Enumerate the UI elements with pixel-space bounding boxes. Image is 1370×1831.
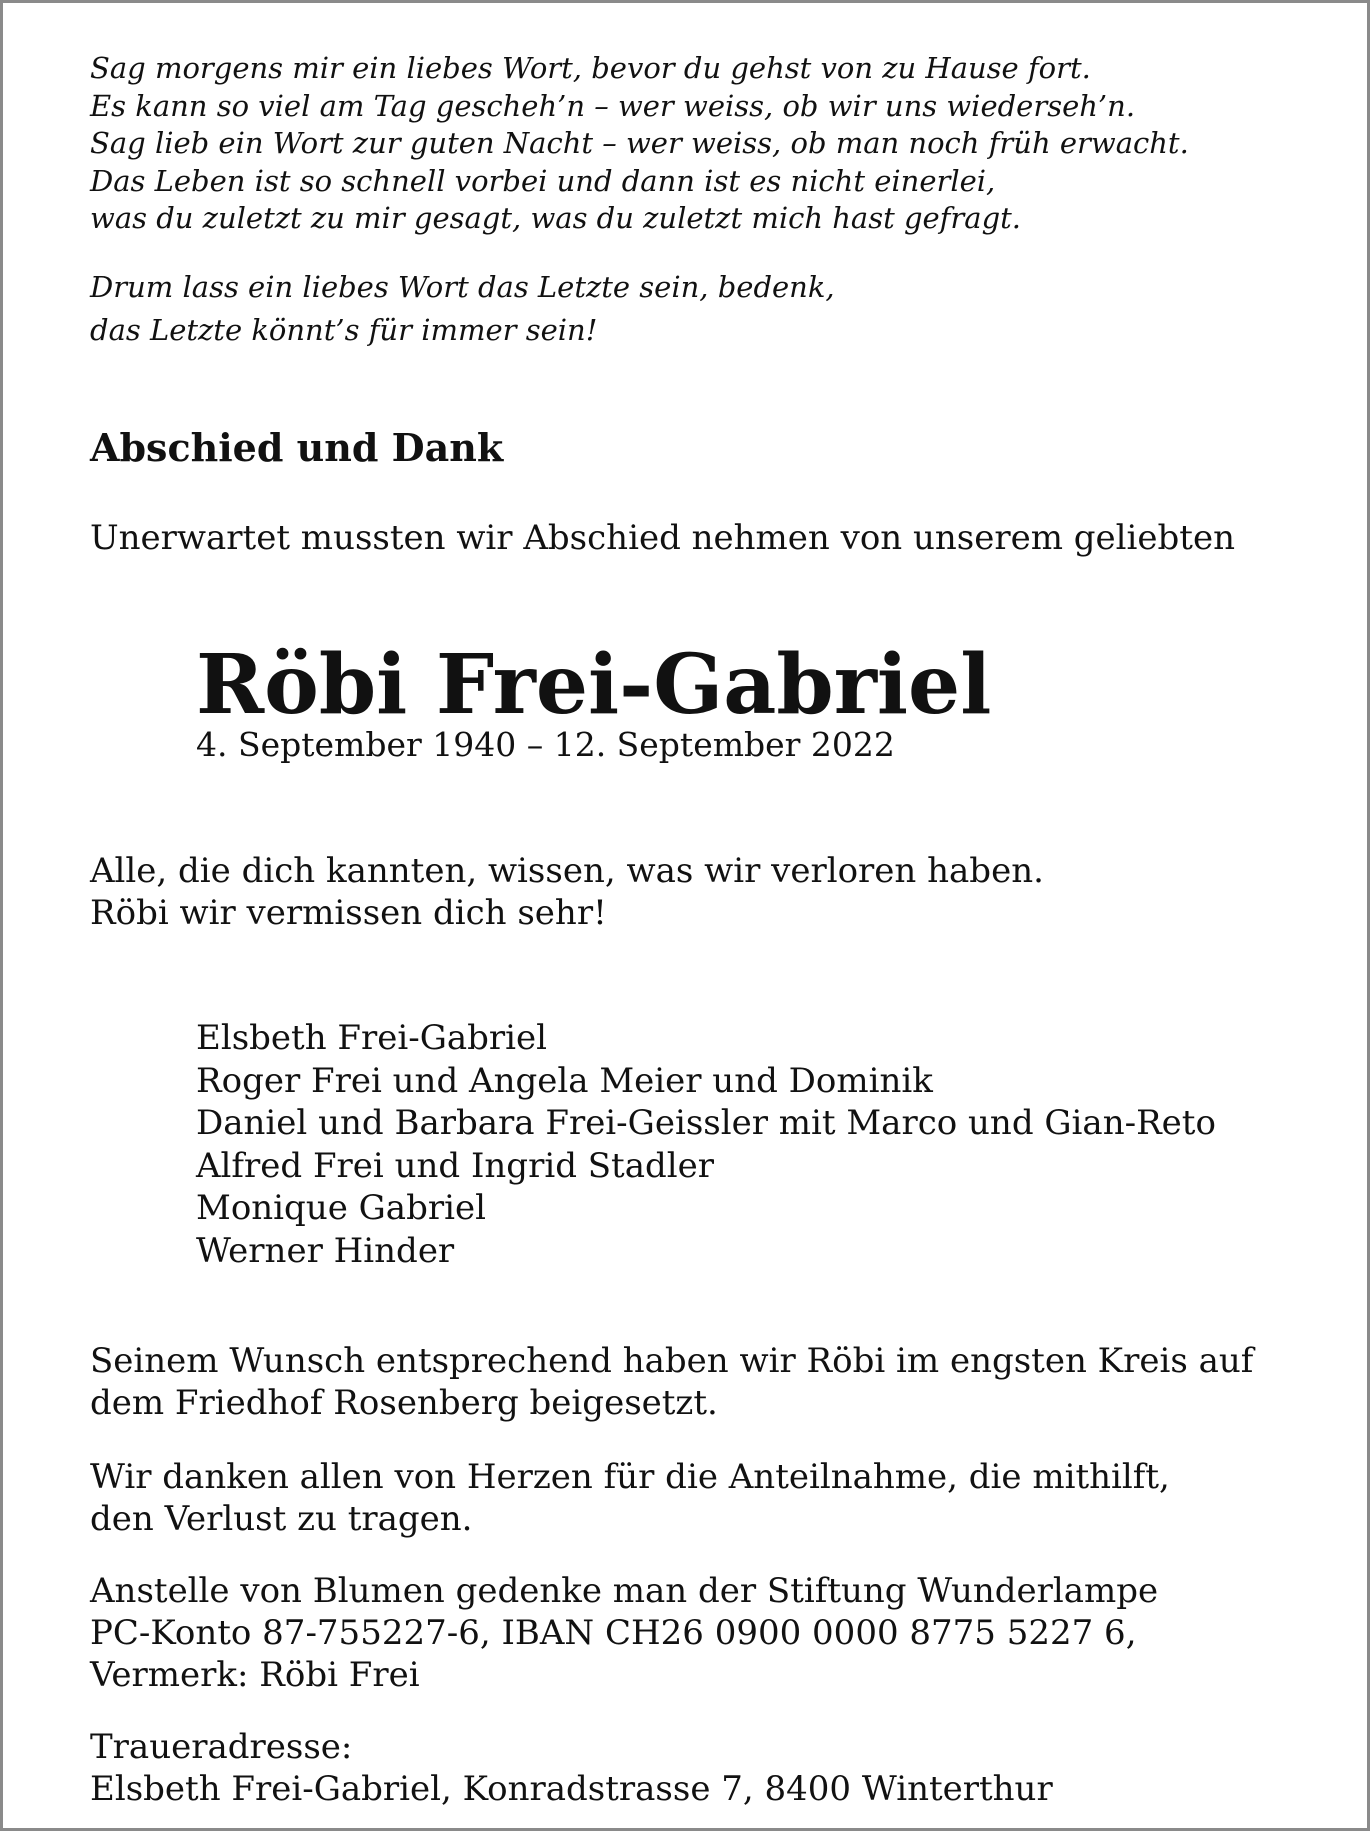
mourners-list	[196, 1017, 1216, 1272]
donation-line: Vermerk: Röbi Frei	[90, 1655, 420, 1695]
section-heading: Abschied und Dank	[90, 425, 504, 470]
donation-line: Anstelle von Blumen gedenke man der Stiftung Wunderlampe	[90, 1571, 1159, 1611]
obituary	[90, 50, 1330, 1809]
mourning-address	[90, 1726, 1053, 1810]
mourner-name: Alfred Frei und Ingrid Stadler	[196, 1145, 715, 1186]
tribute-line: Röbi wir vermissen dich sehr!	[90, 893, 607, 933]
mourner-name: Monique Gabriel	[196, 1188, 486, 1228]
poem-line: Sag lieb ein Wort zur guten Nacht – wer weiss, ob man noch früh erwacht.	[90, 126, 1189, 160]
address-label: Traueradresse:	[90, 1727, 353, 1767]
burial-text	[90, 1340, 1253, 1424]
address-line: Elsbeth Frei-Gabriel, Konradstrasse 7, 8400 Winterthur	[90, 1769, 1053, 1809]
poem-line: was du zuletzt zu mir gesagt, was du zuletzt mich hast gefragt.	[90, 201, 1022, 235]
tribute-line: Alle, die dich kannten, wissen, was wir verloren haben.	[90, 851, 1044, 891]
poem-line: Es kann so viel am Tag gescheh’n – wer weiss, ob wir uns wiederseh’n.	[90, 88, 1136, 123]
donation-line: PC-Konto 87-755227-6, IBAN CH26 0900 0000 8775 5227 6,	[90, 1613, 1137, 1653]
deceased-name: Röbi Frei-Gabriel	[196, 637, 992, 733]
poem-line: Drum lass ein liebes Wort das Letzte sein, bedenk,	[90, 269, 835, 304]
thanks-text	[90, 1456, 1170, 1540]
poem-stanza-2	[90, 266, 1330, 352]
mourner-name: Elsbeth Frei-Gabriel	[196, 1018, 548, 1058]
donation-text	[90, 1570, 1158, 1696]
burial-line: dem Friedhof Rosenberg beigesetzt.	[90, 1383, 718, 1423]
poem-line: Das Leben ist so schnell vorbei und dann ist es nicht einerlei,	[90, 163, 996, 198]
mourner-name: Werner Hinder	[196, 1230, 455, 1271]
mourner-name: Daniel und Barbara Frei-Geissler mit Marco und Gian-Reto	[196, 1103, 1216, 1143]
tribute-text	[90, 850, 1044, 934]
poem-line: Sag morgens mir ein liebes Wort, bevor du gehst von zu Hause fort.	[90, 51, 1091, 85]
intro-text: Unerwartet mussten wir Abschied nehmen von unserem geliebten	[90, 518, 1235, 558]
thanks-line: Wir danken allen von Herzen für die Anteilnahme, die mithilft,	[90, 1457, 1170, 1497]
poem-stanza-1	[90, 50, 1330, 238]
thanks-line: den Verlust zu tragen.	[90, 1499, 473, 1539]
life-dates: 4. September 1940 – 12. September 2022	[196, 725, 895, 764]
mourner-name: Roger Frei und Angela Meier und Dominik	[196, 1060, 933, 1101]
poem-line: das Letzte könnt’s für immer sein!	[90, 312, 598, 347]
burial-line: Seinem Wunsch entsprechend haben wir Röbi im engsten Kreis auf	[90, 1341, 1254, 1381]
